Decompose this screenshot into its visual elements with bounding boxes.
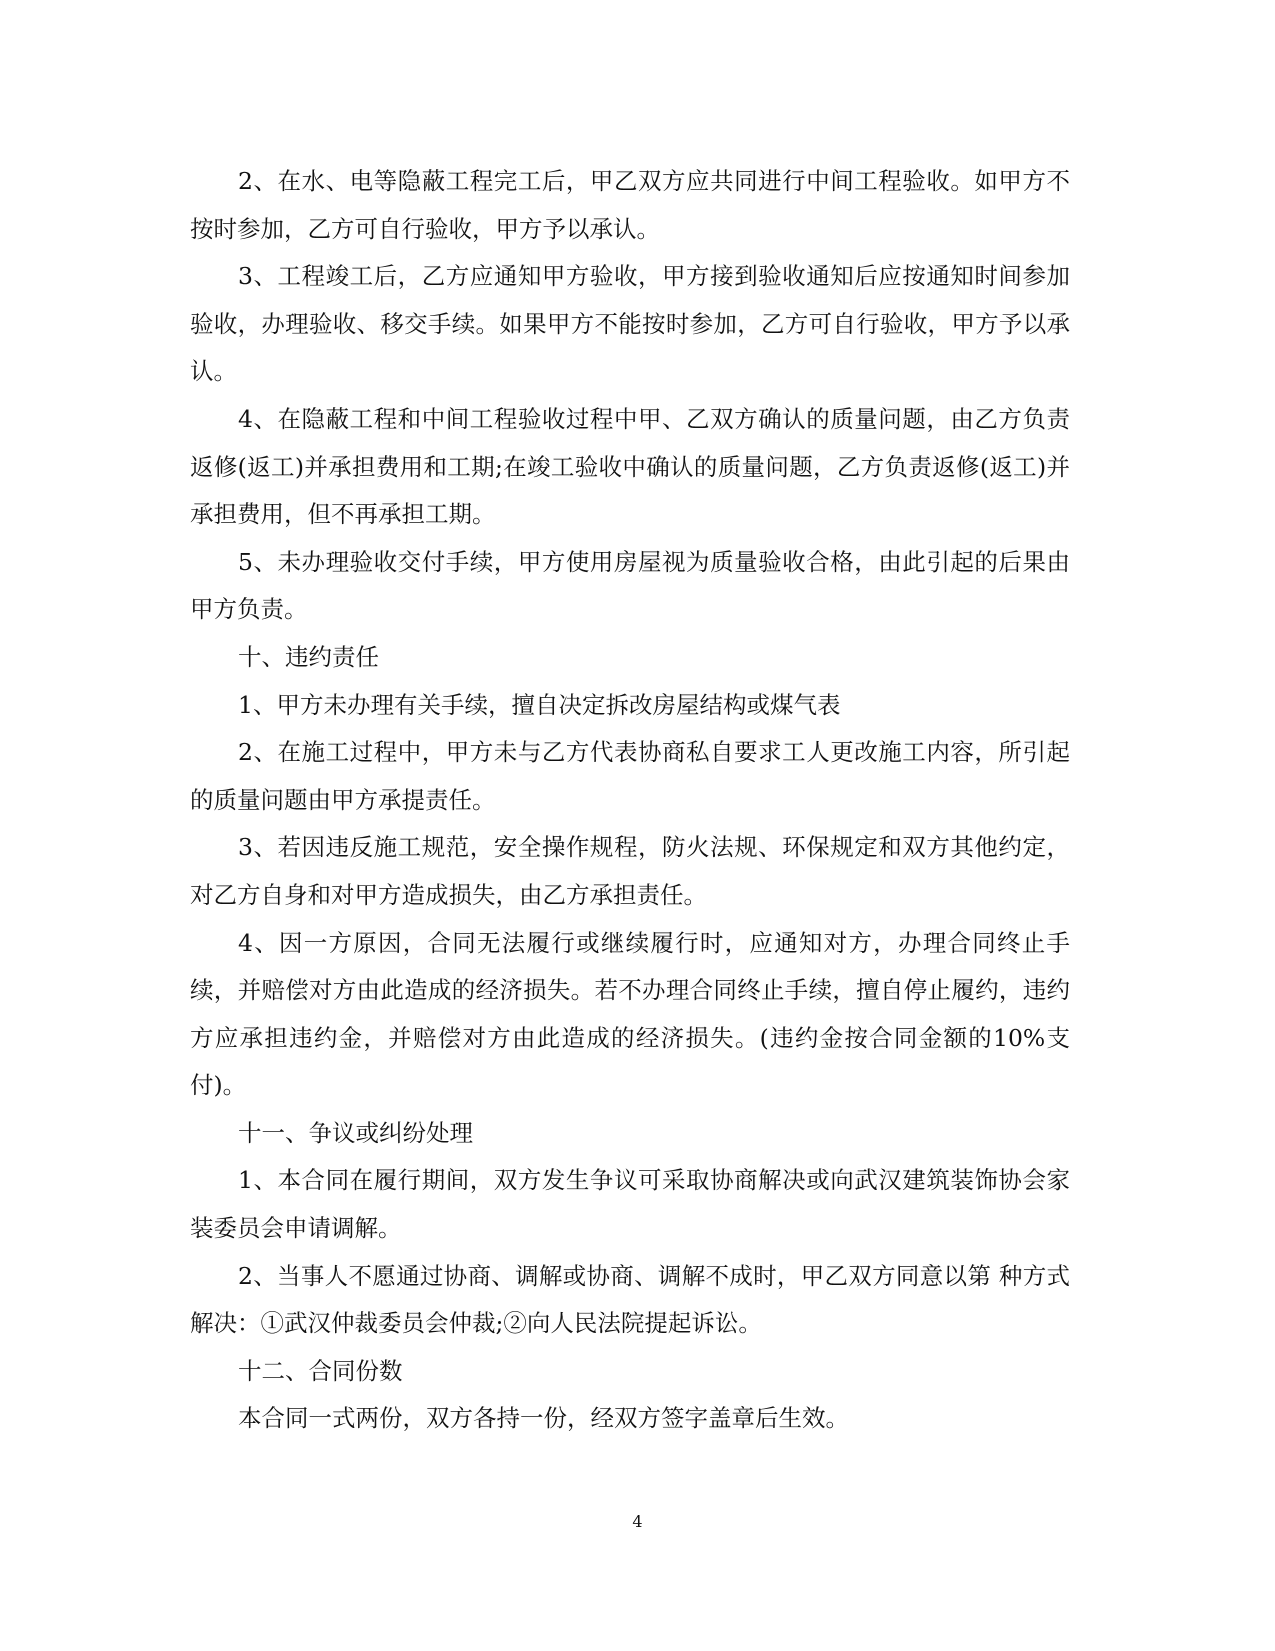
clause-paragraph: 2、在水、电等隐蔽工程完工后，甲乙双方应共同进行中间工程验收。如甲方不按时参加，乙方可自行验收，甲方予以承认。	[190, 167, 1070, 243]
clause-paragraph: 3、若因违反施工规范，安全操作规程，防火法规、环保规定和双方其他约定，对乙方自身和对甲方造成损失，由乙方承担责任。	[190, 833, 1070, 909]
section-heading: 十、违约责任	[238, 642, 379, 671]
clause-paragraph: 4、在隐蔽工程和中间工程验收过程中甲、乙双方确认的质量问题，由乙方负责返修(返工)并承担费用和工期;在竣工验收中确认的质量问题，乙方负责返修(返工)并承担费用，但不再承担工期。	[190, 404, 1070, 529]
clause-paragraph: 3、工程竣工后，乙方应通知甲方验收，甲方接到验收通知后应按通知时间参加验收，办理验收、移交手续。如果甲方不能按时参加，乙方可自行验收，甲方予以承认。	[190, 262, 1070, 386]
page-number: 4	[632, 1512, 643, 1531]
section-heading: 十二、合同份数	[238, 1356, 403, 1385]
clause-paragraph: 本合同一式两份，双方各持一份，经双方签字盖章后生效。	[238, 1404, 849, 1433]
clause-paragraph: 5、未办理验收交付手续，甲方使用房屋视为质量验收合格，由此引起的后果由甲方负责。	[190, 547, 1070, 624]
section-heading: 十一、争议或纠纷处理	[238, 1118, 473, 1147]
clause-paragraph: 2、当事人不愿通过协商、调解或协商、调解不成时，甲乙双方同意以第 种方式解决：①武汉仲裁委员会仲裁;②向人民法院提起诉讼。	[190, 1261, 1070, 1338]
clause-paragraph: 2、在施工过程中，甲方未与乙方代表协商私自要求工人更改施工内容，所引起的质量问题由甲方承提责任。	[190, 738, 1070, 814]
document-body	[190, 158, 1070, 1443]
clause-paragraph: 4、因一方原因，合同无法履行或继续履行时，应通知对方，办理合同终止手续，并赔偿对方由此造成的经济损失。若不办理合同终止手续，擅自停止履约，违约方应承担违约金，并赔偿对方由此造成的经济损失。(违约金按合同金额的10%支付)。	[190, 928, 1070, 1100]
clause-paragraph: 1、本合同在履行期间，双方发生争议可采取协商解决或向武汉建筑装饰协会家装委员会申请调解。	[190, 1166, 1070, 1243]
clause-paragraph: 1、甲方未办理有关手续，擅自决定拆改房屋结构或煤气表	[238, 690, 841, 719]
